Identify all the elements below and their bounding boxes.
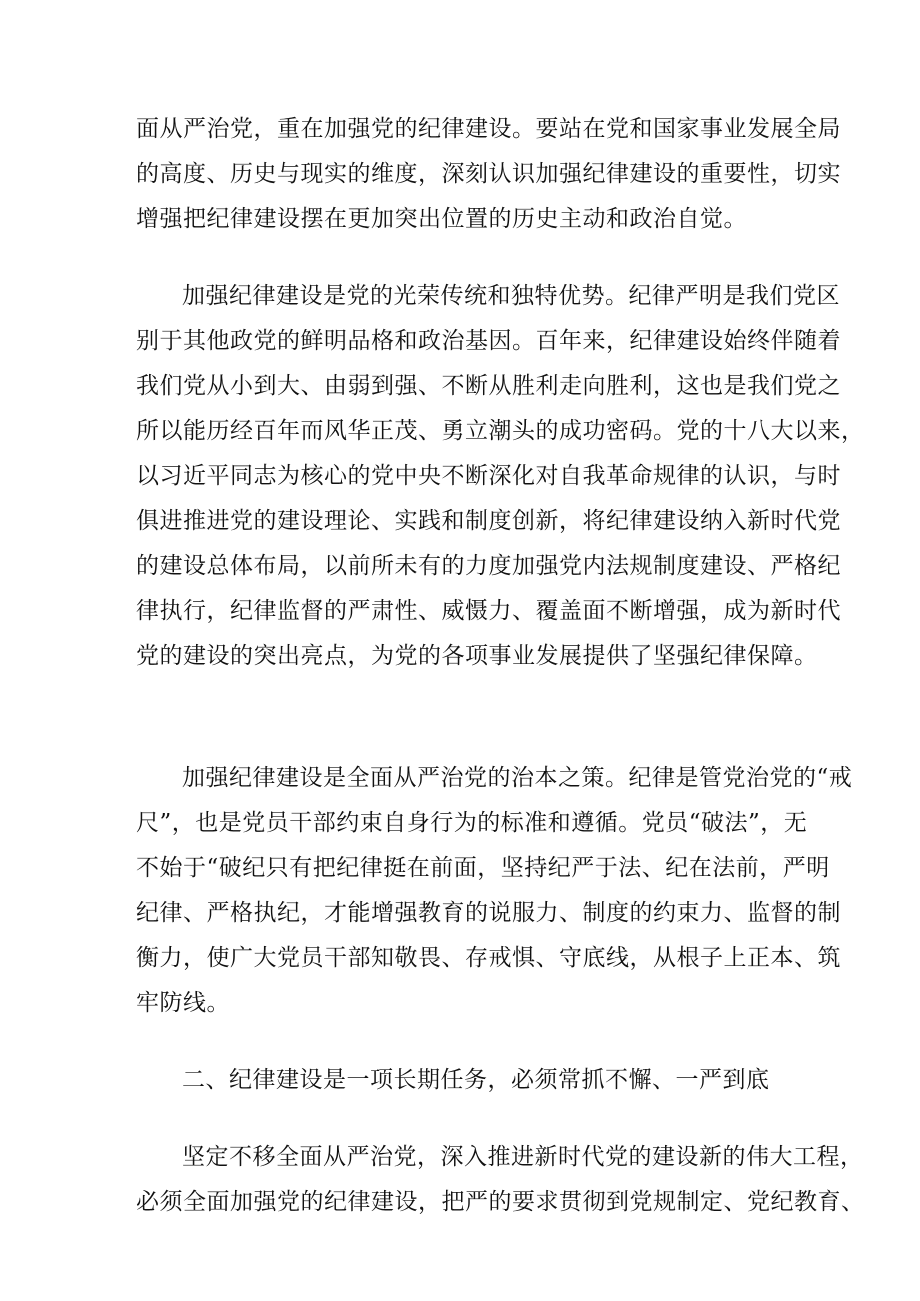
text-line: 的高度、历史与现实的维度，深刻认识加强纪律建设的重要性，切实 [136, 161, 841, 187]
text-line: 加强纪律建设是党的光荣传统和独特优势。纪律严明是我们党区 [182, 283, 840, 309]
text-line: 党的建设的突出亮点，为党的各项事业发展提供了坚强纪律保障。 [136, 643, 818, 669]
section-heading: 二、纪律建设是一项长期任务，必须常抓不懈、一严到底 [182, 1067, 770, 1093]
text-line: 尺”，也是党员干部约束自身行为的标准和遵循。党员“破法”，无 [136, 810, 808, 836]
text-line: 不始于“破纪只有把纪律挺在前面，坚持纪严于法、纪在法前，严明 [136, 855, 830, 881]
text-line: 牢防线。 [136, 990, 230, 1016]
text-line: 纪律、严格执纪，才能增强教育的说服力、制度的约束力、监督的制 [136, 900, 841, 926]
text-line: 增强把纪律建设摆在更加突出位置的历史主动和政治自觉。 [136, 206, 747, 232]
text-line: 必须全面加强党的纪律建设，把严的要求贯彻到党规制定、党纪教育、 [136, 1189, 865, 1215]
text-line: 俱进推进党的建设理论、实践和制度创新，将纪律建设纳入新时代党 [136, 508, 841, 534]
text-line: 面从严治党，重在加强党的纪律建设。要站在党和国家事业发展全局 [136, 116, 841, 142]
text-line: 所以能历经百年而风华正茂、勇立潮头的成功密码。党的十八大以来， [136, 418, 865, 444]
text-line: 以习近平同志为核心的党中央不断深化对自我革命规律的认识，与时 [136, 463, 841, 489]
text-line: 衡力，使广大党员干部知敬畏、存戒惧、守底线，从根子上正本、筑 [136, 945, 841, 971]
text-line: 别于其他政党的鲜明品格和政治基因。百年来，纪律建设始终伴随着 [136, 328, 841, 354]
text-line: 律执行，纪律监督的严肃性、威慑力、覆盖面不断增强，成为新时代 [136, 598, 841, 624]
text-line: 加强纪律建设是全面从严治党的治本之策。纪律是管党治党的“戒 [182, 765, 853, 791]
text-line: 我们党从小到大、由弱到强、不断从胜利走向胜利，这也是我们党之 [136, 373, 841, 399]
text-line: 的建设总体布局，以前所未有的力度加强党内法规制度建设、严格纪 [136, 553, 841, 579]
text-line: 坚定不移全面从严治党，深入推进新时代党的建设新的伟大工程， [182, 1144, 864, 1170]
